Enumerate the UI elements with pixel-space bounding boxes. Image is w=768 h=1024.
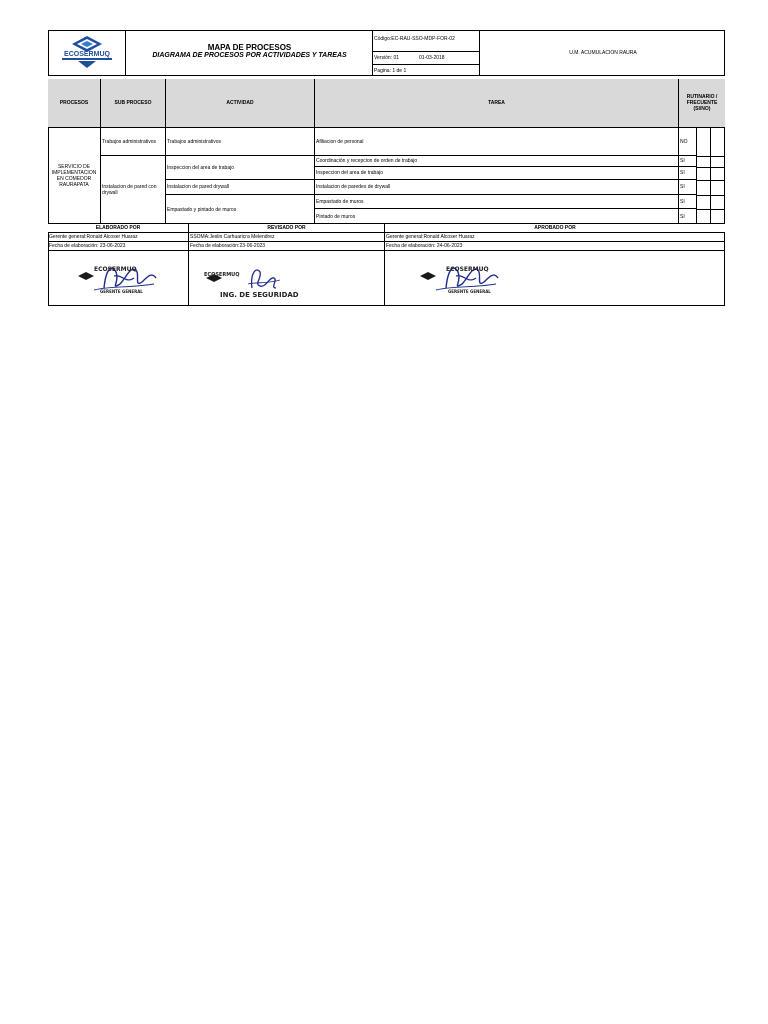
- rutinario-cell-2: SI: [679, 156, 697, 167]
- logo-text: ECOSERMUQ: [64, 51, 110, 58]
- col-header-sub-proceso: SUB PROCESO: [101, 79, 166, 128]
- tarea-cell-2: Coordinación y recepcion de orden de trabajo: [315, 156, 679, 167]
- tarea-cell-1: Afiliacion de personal: [315, 128, 679, 156]
- col-header-procesos: PROCESOS: [48, 79, 101, 128]
- document-version: Versión: 01: [374, 55, 400, 61]
- actividad-cell-3: Instalacion de pared drywall: [166, 180, 315, 195]
- subproceso-cell-2: Instalacion de pared con drywall: [101, 156, 166, 224]
- rutinario-cell-6: SI: [679, 209, 697, 224]
- revisado-name: SSOMA:Jeslin Carhuaricra Melendrez: [189, 233, 385, 242]
- logo-cell: [48, 30, 126, 76]
- document-code: Código:EC-RAU-SSO-MDP-FOR-02: [373, 30, 480, 52]
- tarea-cell-6: Pintado de muros: [315, 209, 679, 224]
- stamp-ing-seguridad: ING. DE SEGURIDAD: [220, 291, 299, 299]
- page-number: Pagina: 1 de 1: [373, 65, 480, 76]
- tarea-cell-5: Empastado de muros: [315, 195, 679, 209]
- elaborado-label: ELABORADO POR: [48, 224, 189, 233]
- aprobado-label: APROBADO POR: [385, 224, 725, 233]
- stamp-brand-2: ECOSERMUQ: [204, 272, 240, 278]
- title-cell: [126, 30, 373, 76]
- stamp-brand-1: ECOSERMUQ: [94, 266, 137, 273]
- row-lines-extra: [697, 156, 725, 157]
- stamp-brand-3: ECOSERMUQ: [446, 266, 489, 273]
- aprobado-date: Fecha de elaboración: 24-06-2023: [385, 242, 725, 251]
- col-header-actividad: ACTIVIDAD: [166, 79, 315, 128]
- actividad-cell-4: Empastado y pintado de muros: [166, 195, 315, 224]
- col-header-rutinario: RUTINARIO / FRECUENTE (SI/NO): [679, 79, 725, 128]
- page-title: MAPA DE PROCESOS: [207, 43, 292, 52]
- col-header-tarea: TAREA: [315, 79, 679, 128]
- tarea-cell-3: Inspeccion del area de trabajo: [315, 167, 679, 180]
- signature-stamp-aprobado: [406, 258, 506, 300]
- actividad-cell-1: Trabajos administrativos: [166, 128, 315, 156]
- tarea-cell-4: Instalacion de paredes de drywall: [315, 180, 679, 195]
- version-row: [373, 52, 480, 65]
- elaborado-name: Gerente general:Ronald Alcoser Huaraz: [48, 233, 189, 242]
- rutinario-cell-1: NO: [679, 128, 697, 156]
- proceso-cell: SERVICIO DE IMPLEMENTACION EN COMEDOR RAURAPATA: [48, 128, 101, 224]
- stamp-gerente-3: GERENTE GENERAL: [448, 289, 491, 294]
- unit-name: U.M. ACUMULACION RAURA: [569, 50, 637, 56]
- rutinario-cell-5: SI: [679, 195, 697, 209]
- row-line-extra-4: [697, 195, 725, 196]
- row-line-extra-3: [697, 180, 725, 181]
- version-date: 01-03-2018: [419, 55, 445, 61]
- actividad-cell-2: Inspeccion del area de trabajo: [166, 156, 315, 180]
- stamp-gerente-1: GERENTE GENERAL: [100, 289, 143, 294]
- row-line-extra-5: [697, 209, 725, 210]
- subproceso-cell-1: Trabajos administrativos: [101, 128, 166, 156]
- aprobado-name: Gerente general:Ronald Alcoser Huaraz: [385, 233, 725, 242]
- revisado-label: REVISADO POR: [189, 224, 385, 233]
- rutinario-cell-4: SI: [679, 180, 697, 195]
- revisado-date: Fecha de elaboración:23-06-2023: [189, 242, 385, 251]
- signature-stamp-elaborado: [64, 258, 164, 300]
- page-subtitle: DIAGRAMA DE PROCESOS POR ACTIVIDADES Y TAREAS: [152, 52, 347, 59]
- rutinario-cell-3: SI: [679, 167, 697, 180]
- elaborado-date: Fecha de elaboración: 23-06-2023: [48, 242, 189, 251]
- signature-stamp-revisado: [200, 262, 310, 302]
- row-line-extra-2: [697, 167, 725, 168]
